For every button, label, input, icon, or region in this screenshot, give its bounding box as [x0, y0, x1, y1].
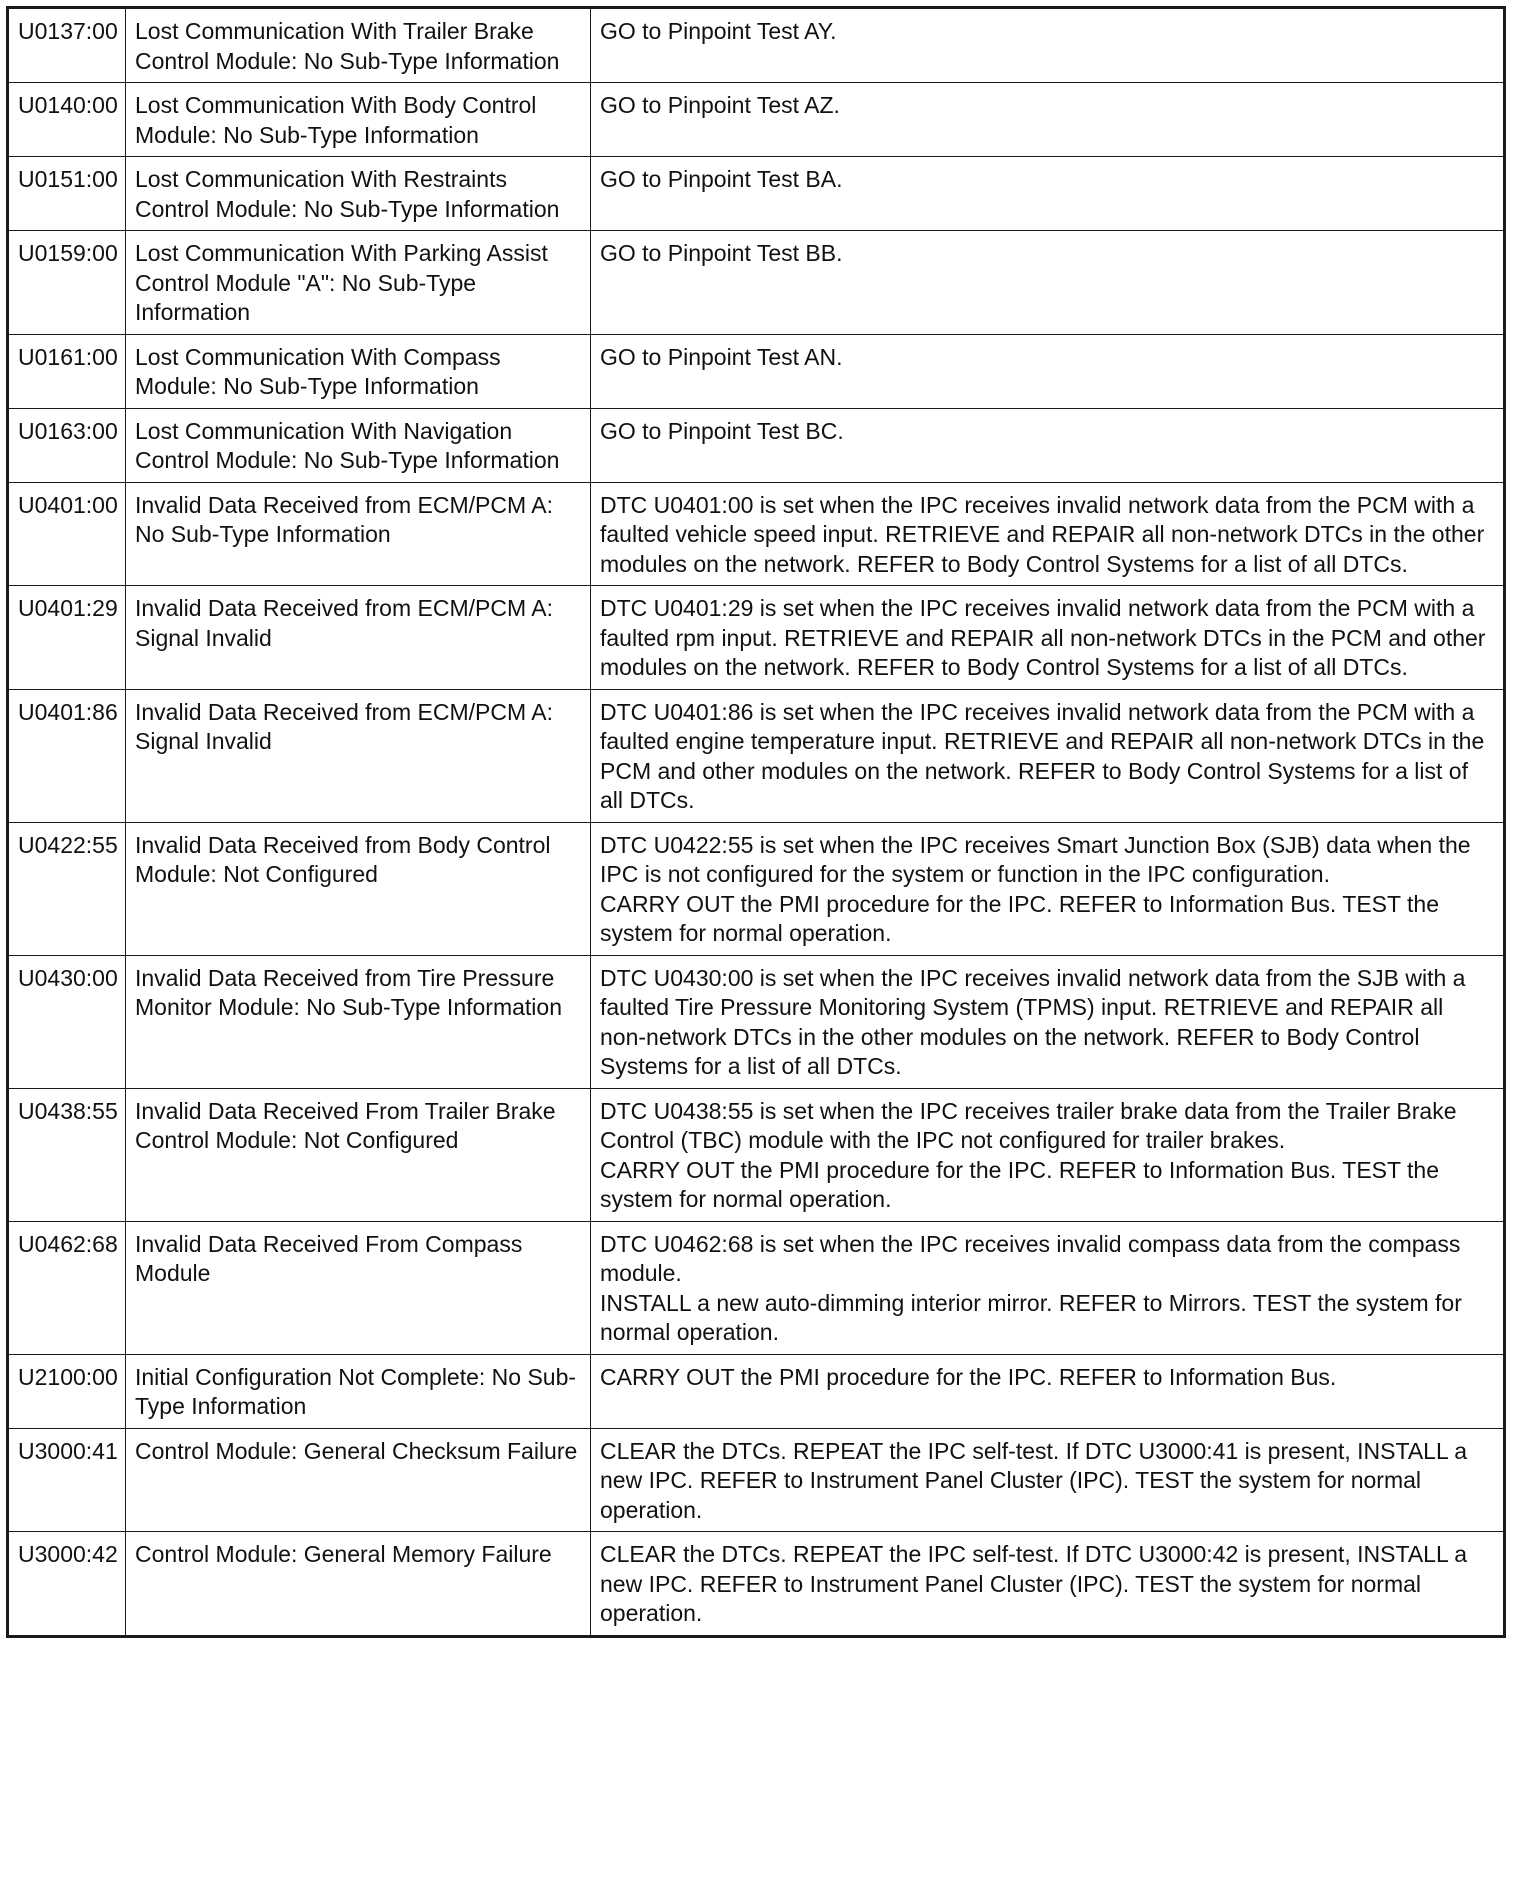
dtc-table [6, 6, 1506, 1638]
dtc-description-cell: Invalid Data Received from Tire Pressure Monitor Module: No Sub-Type Information [126, 955, 591, 1088]
dtc-description-cell: Control Module: General Checksum Failure [126, 1428, 591, 1532]
action-paragraph: DTC U0401:86 is set when the IPC receives invalid network data from the PCM with a faulted engine temperature input. RETRIEVE and REPAIR all non-network DTCs in the PCM and other modules on the network. REFER to Body Control Systems for a list of all DTCs. [600, 698, 1485, 813]
dtc-description-cell: Invalid Data Received from ECM/PCM A: No Sub-Type Information [126, 482, 591, 586]
action-paragraph: GO to Pinpoint Test BB. [600, 240, 843, 266]
table-row [8, 334, 1505, 408]
action-paragraph: INSTALL a new auto-dimming interior mirror. REFER to Mirrors. TEST the system for normal operation. [600, 1289, 1462, 1345]
dtc-action-cell [591, 586, 1505, 690]
dtc-description-cell: Lost Communication With Trailer Brake Control Module: No Sub-Type Information [126, 8, 591, 83]
dtc-table-body [8, 8, 1505, 1637]
table-row [8, 231, 1505, 335]
dtc-action-cell [591, 482, 1505, 586]
dtc-action-cell [591, 157, 1505, 231]
action-paragraph: DTC U0430:00 is set when the IPC receives invalid network data from the SJB with a faulted Tire Pressure Monitoring System (TPMS) input. RETRIEVE and REPAIR all non-network DTCs in the other modules on the network. REFER to Body Control Systems for a list of all DTCs. [600, 964, 1466, 1079]
dtc-code-cell: U3000:41 [8, 1428, 126, 1532]
table-row [8, 482, 1505, 586]
action-paragraph: GO to Pinpoint Test BA. [600, 166, 843, 192]
dtc-code-cell: U0401:86 [8, 689, 126, 822]
dtc-action-cell [591, 1221, 1505, 1354]
dtc-description-cell: Invalid Data Received From Compass Module [126, 1221, 591, 1354]
table-row [8, 955, 1505, 1088]
action-paragraph: GO to Pinpoint Test AY. [600, 18, 837, 44]
dtc-code-cell: U3000:42 [8, 1532, 126, 1637]
table-row [8, 1088, 1505, 1221]
dtc-code-cell: U0140:00 [8, 83, 126, 157]
dtc-code-cell: U0430:00 [8, 955, 126, 1088]
dtc-code-cell: U0401:00 [8, 482, 126, 586]
dtc-action-cell [591, 1354, 1505, 1428]
dtc-description-cell: Initial Configuration Not Complete: No Sub-Type Information [126, 1354, 591, 1428]
table-row [8, 83, 1505, 157]
table-row [8, 822, 1505, 955]
dtc-description-cell: Lost Communication With Navigation Control Module: No Sub-Type Information [126, 408, 591, 482]
dtc-action-cell [591, 334, 1505, 408]
dtc-description-cell: Lost Communication With Restraints Control Module: No Sub-Type Information [126, 157, 591, 231]
dtc-code-cell: U0422:55 [8, 822, 126, 955]
dtc-description-cell: Control Module: General Memory Failure [126, 1532, 591, 1637]
dtc-description-cell: Invalid Data Received from Body Control Module: Not Configured [126, 822, 591, 955]
dtc-action-cell [591, 1428, 1505, 1532]
table-row [8, 408, 1505, 482]
dtc-code-cell: U0151:00 [8, 157, 126, 231]
action-paragraph: DTC U0422:55 is set when the IPC receives Smart Junction Box (SJB) data when the IPC is not configured for the system or function in the IPC configuration. [600, 831, 1471, 887]
action-paragraph: DTC U0462:68 is set when the IPC receives invalid compass data from the compass module. [600, 1230, 1461, 1286]
action-paragraph: DTC U0401:29 is set when the IPC receives invalid network data from the PCM with a faulted rpm input. RETRIEVE and REPAIR all non-network DTCs in the PCM and other modules on the network. REFER to Body Control Systems for a list of all DTCs. [600, 595, 1486, 680]
dtc-action-cell [591, 83, 1505, 157]
dtc-action-cell [591, 1532, 1505, 1637]
table-row [8, 689, 1505, 822]
table-row [8, 157, 1505, 231]
dtc-description-cell: Invalid Data Received from ECM/PCM A: Signal Invalid [126, 586, 591, 690]
dtc-action-cell [591, 689, 1505, 822]
action-paragraph: CLEAR the DTCs. REPEAT the IPC self-test. If DTC U3000:41 is present, INSTALL a new IPC. REFER to Instrument Panel Cluster (IPC). TEST the system for normal operation. [600, 1437, 1468, 1523]
dtc-code-cell: U0401:29 [8, 586, 126, 690]
action-paragraph: GO to Pinpoint Test AN. [600, 343, 843, 370]
dtc-action-cell [591, 231, 1505, 335]
dtc-action-cell [591, 408, 1505, 482]
action-paragraph: CLEAR the DTCs. REPEAT the IPC self-test. If DTC U3000:42 is present, INSTALL a new IPC. REFER to Instrument Panel Cluster (IPC). TEST the system for normal operation. [600, 1541, 1468, 1626]
dtc-code-cell: U0161:00 [8, 334, 126, 408]
action-paragraph: CARRY OUT the PMI procedure for the IPC. REFER to Information Bus. [600, 1363, 1337, 1390]
table-row [8, 1354, 1505, 1428]
dtc-action-cell [591, 955, 1505, 1088]
table-row [8, 1428, 1505, 1532]
action-paragraph: GO to Pinpoint Test AZ. [600, 92, 840, 118]
action-paragraph: GO to Pinpoint Test BC. [600, 417, 844, 444]
table-row [8, 1221, 1505, 1354]
dtc-action-cell [591, 822, 1505, 955]
dtc-action-cell [591, 8, 1505, 83]
action-paragraph: DTC U0438:55 is set when the IPC receives trailer brake data from the Trailer Brake Control (TBC) module with the IPC not configured for trailer brakes. [600, 1097, 1457, 1153]
action-paragraph: CARRY OUT the PMI procedure for the IPC. REFER to Information Bus. TEST the system for normal operation. [600, 1156, 1439, 1212]
dtc-description-cell: Lost Communication With Parking Assist Control Module "A": No Sub-Type Information [126, 231, 591, 335]
table-row [8, 1532, 1505, 1637]
dtc-code-cell: U2100:00 [8, 1354, 126, 1428]
dtc-action-cell [591, 1088, 1505, 1221]
dtc-code-cell: U0159:00 [8, 231, 126, 335]
dtc-code-cell: U0163:00 [8, 408, 126, 482]
dtc-description-cell: Lost Communication With Body Control Module: No Sub-Type Information [126, 83, 591, 157]
dtc-code-cell: U0438:55 [8, 1088, 126, 1221]
dtc-code-cell: U0462:68 [8, 1221, 126, 1354]
action-paragraph: CARRY OUT the PMI procedure for the IPC. REFER to Information Bus. TEST the system for normal operation. [600, 890, 1439, 946]
dtc-description-cell: Lost Communication With Compass Module: No Sub-Type Information [126, 334, 591, 408]
table-row [8, 8, 1505, 83]
dtc-description-cell: Invalid Data Received From Trailer Brake Control Module: Not Configured [126, 1088, 591, 1221]
dtc-description-cell: Invalid Data Received from ECM/PCM A: Signal Invalid [126, 689, 591, 822]
dtc-code-cell: U0137:00 [8, 8, 126, 83]
action-paragraph: DTC U0401:00 is set when the IPC receives invalid network data from the PCM with a faulted vehicle speed input. RETRIEVE and REPAIR all non-network DTCs in the other modules on the network. REFER to Body Control Systems for a list of all DTCs. [600, 491, 1485, 577]
table-row [8, 586, 1505, 690]
